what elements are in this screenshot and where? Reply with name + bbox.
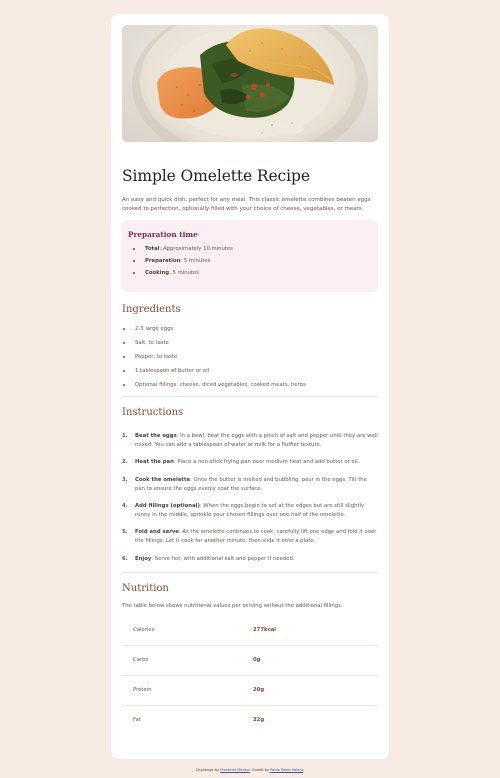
- divider: [122, 572, 378, 573]
- ingredients-section: [122, 304, 378, 388]
- nutrition-title: Nutrition: [122, 583, 169, 595]
- recipe-card: [111, 14, 389, 759]
- table-row: Calories 277kcal: [122, 615, 378, 645]
- author-link[interactable]: Pablo Pablo Salera: [270, 768, 304, 772]
- list-item: Cooking: 5 minutes: [128, 270, 372, 276]
- list-item: 1 tablespoon of butter or oil: [122, 368, 378, 374]
- list-item: Total: Approximately 10 minutes: [128, 246, 372, 252]
- table-row: Carbs 0g: [122, 645, 378, 675]
- list-item: Pepper, to taste: [122, 354, 378, 360]
- instruction-step: 2. Heat the pan: Place a non-stick frying pan over medium heat and add butter or oil.: [122, 459, 360, 466]
- omelette-photo: [122, 25, 378, 142]
- nutrition-section: [122, 583, 378, 735]
- ingredients-list: [122, 326, 378, 388]
- instructions-list: [122, 432, 378, 563]
- nutrition-description: The table below shows nutritional values per serving without the additional fillings.: [122, 603, 343, 610]
- table-row: Fat 22g: [133, 717, 265, 724]
- ingredients-title: Ingredients: [122, 304, 181, 316]
- recipe-intro: An easy and quick dish, perfect for any meal. This classic omelette combines beaten eggs cooked to perfection, optionally filled with your choice of cheese, vegetables, or meats.: [122, 197, 371, 212]
- list-item: Optional fillings: cheese, diced vegetables, cooked meats, herbs: [122, 382, 378, 388]
- instruction-step: 5. Fold and serve: As the omelette continues to cook, carefully lift one edge and fold it over the fillings. Let it cook for another minute, then slide it onto a plate.: [122, 529, 377, 544]
- recipe-title: Simple Omelette Recipe: [122, 167, 310, 185]
- list-item: Salt, to taste: [122, 340, 378, 346]
- list-item: Preparation: 5 minutes: [128, 258, 372, 264]
- instruction-step: 4. Add fillings (optional): When the eggs begin to set at the edges but are still slightly runny in the middle, sprinkle your chosen fillings over one half of the omelette.: [122, 503, 365, 518]
- preparation-time-box: [122, 220, 378, 292]
- instruction-step: 1. Beat the eggs: In a bowl, beat the eggs with a pinch of salt and pepper until they are well mixed. You can add a tablespoon of water or milk for a fluffier texture.: [122, 433, 378, 448]
- frontend-mentor-link[interactable]: Frontend Mentor: [220, 768, 250, 772]
- divider: [122, 396, 378, 397]
- instructions-section: [122, 407, 378, 563]
- instruction-step: 3. Cook the omelette: Once the butter is melted and bubbling, pour in the eggs. Tilt the pan to ensure the eggs evenly coat the surface.: [122, 476, 367, 492]
- preparation-time-list: [128, 246, 372, 276]
- nutrition-table: [122, 615, 378, 735]
- instructions-title: Instructions: [122, 407, 184, 419]
- attribution-footer: Challenge by Frontend Mentor. Coded by Pablo Pablo Salera.: [195, 768, 305, 772]
- preparation-time-title: Preparation time: [128, 230, 198, 240]
- list-item: 2-3 large eggs: [122, 326, 378, 332]
- table-row: Protein 20g: [122, 675, 378, 705]
- instruction-step: 6. Enjoy: Serve hot, with additional salt and pepper if needed.: [122, 555, 295, 562]
